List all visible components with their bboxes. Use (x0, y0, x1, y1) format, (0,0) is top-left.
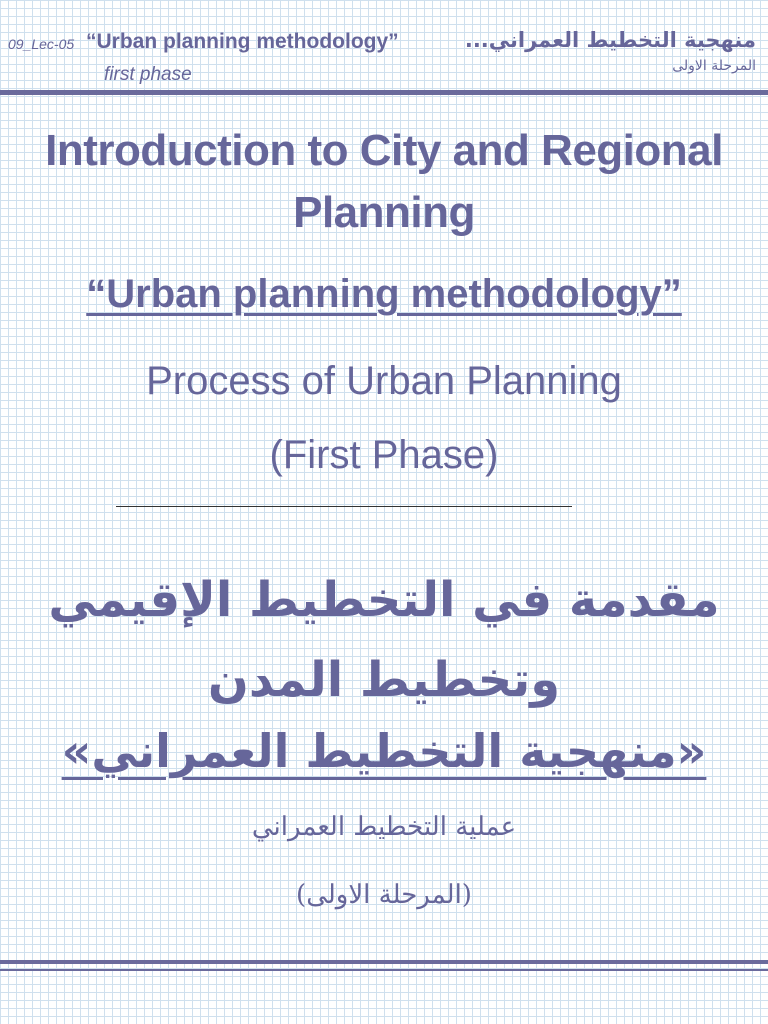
arabic-title-line2: وتخطيط المدن (207, 652, 561, 708)
header-rule (0, 90, 768, 95)
methodology-text: “Urban planning methodology” (86, 272, 682, 316)
header-arabic-subtitle: المرحلة الاولى (672, 58, 756, 74)
header-subtitle: first phase (104, 64, 192, 85)
header-title: “Urban planning methodology” (86, 30, 399, 53)
arabic-title-line1: مقدمة في التخطيط الإقيمي (48, 572, 720, 628)
footer-rule (0, 960, 768, 964)
lecture-code: 09_Lec-05 (8, 36, 75, 52)
slide-title-line2: Planning (293, 188, 475, 237)
process-block (0, 344, 768, 492)
arabic-title (0, 560, 768, 720)
arabic-methodology-text: «منهجية التخطيط العمراني» (61, 724, 707, 778)
footer-rule-thin (0, 969, 768, 971)
phase-text: (First Phase) (269, 433, 499, 477)
header-arabic-title: منهجية التخطيط العمراني... (464, 28, 756, 52)
slide-title-line1: Introduction to City and Regional (45, 126, 723, 175)
methodology-heading (0, 272, 768, 317)
slide-title (0, 120, 768, 244)
process-text: Process of Urban Planning (146, 359, 622, 403)
arabic-phase-text: (المرحلة الاولى) (296, 880, 472, 910)
section-divider (116, 506, 572, 507)
arabic-methodology-heading (0, 724, 768, 778)
arabic-process-text: عملية التخطيط العمراني (251, 812, 517, 842)
